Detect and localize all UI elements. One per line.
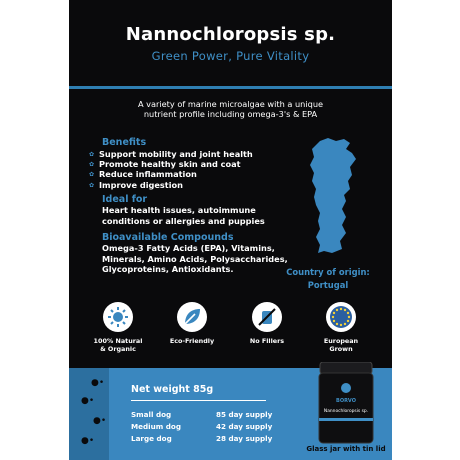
paw-icon: ●• <box>93 416 107 426</box>
no-fillers-icon <box>252 302 282 332</box>
bullet-icon: ✿ <box>89 161 95 169</box>
bullet-icon: ✿ <box>89 151 95 158</box>
paw-strip <box>69 368 109 460</box>
portugal-map-icon <box>306 137 368 255</box>
paw-icon: ●• <box>81 436 95 446</box>
jar-image <box>316 362 376 444</box>
net-weight: Net weight 85g <box>131 384 214 395</box>
list-item: ✿ Support mobility and joint health <box>89 149 253 159</box>
benefits-heading: Benefits <box>102 137 147 148</box>
badge-label: 100% Natural & Organic <box>93 337 143 353</box>
ideal-heading: Ideal for <box>102 194 148 205</box>
weight-underline <box>131 400 266 401</box>
list-item: ✿ Reduce inflammation <box>89 169 197 180</box>
jar-brand: BORVO <box>336 398 356 404</box>
eu-stars-icon <box>326 302 356 332</box>
supply-row: Large dog 28 day supply <box>131 434 273 443</box>
jar-caption: Glass jar with tin lid <box>306 445 386 453</box>
product-card <box>69 0 392 460</box>
supply-row: Medium dog 42 day supply <box>131 422 273 431</box>
leaf-icon <box>177 302 207 332</box>
jar-product: Nannochloropsis sp. <box>323 409 369 414</box>
intro-line: nutrient profile including omega-3's & EPA <box>143 109 318 119</box>
badge-label: No Fillers <box>249 337 285 345</box>
list-item: ✿ Promote healthy skin and coat <box>89 159 241 170</box>
badge-eco <box>162 302 222 345</box>
paw-icon: ●• <box>81 396 95 406</box>
badge-label: European Grown <box>323 337 359 353</box>
divider <box>69 86 392 89</box>
badge-natural <box>88 302 148 353</box>
bullet-icon: ✿ <box>89 181 95 189</box>
badge-european <box>311 302 371 353</box>
benefits-list <box>89 149 253 190</box>
intro-text <box>99 99 362 119</box>
bullet-icon: ✿ <box>89 171 95 179</box>
badge-label: Eco-Friendly <box>169 337 215 345</box>
compounds-heading: Bioavailable Compounds <box>102 232 234 243</box>
supply-row: Small dog 85 day supply <box>131 410 273 419</box>
sun-icon <box>103 302 133 332</box>
origin-label: Country of origin: Portugal <box>286 267 370 290</box>
page-subtitle: Green Power, Pure Vitality <box>151 49 310 63</box>
paw-icon: ●• <box>91 378 105 388</box>
compounds-text: Omega-3 Fatty Acids (EPA), Vitamins, Minerals, Amino Acids, Polysaccharides, Glycoproteins, Antioxidants. <box>102 243 288 274</box>
list-item: ✿ Improve digestion <box>89 179 183 190</box>
intro-line: A variety of marine microalgae with a unique <box>137 99 324 109</box>
badge-no-fillers <box>237 302 297 345</box>
page-title: Nannochloropsis sp. <box>125 24 336 45</box>
ideal-text: Heart health issues, autoimmune conditions or allergies and puppies <box>102 205 265 226</box>
